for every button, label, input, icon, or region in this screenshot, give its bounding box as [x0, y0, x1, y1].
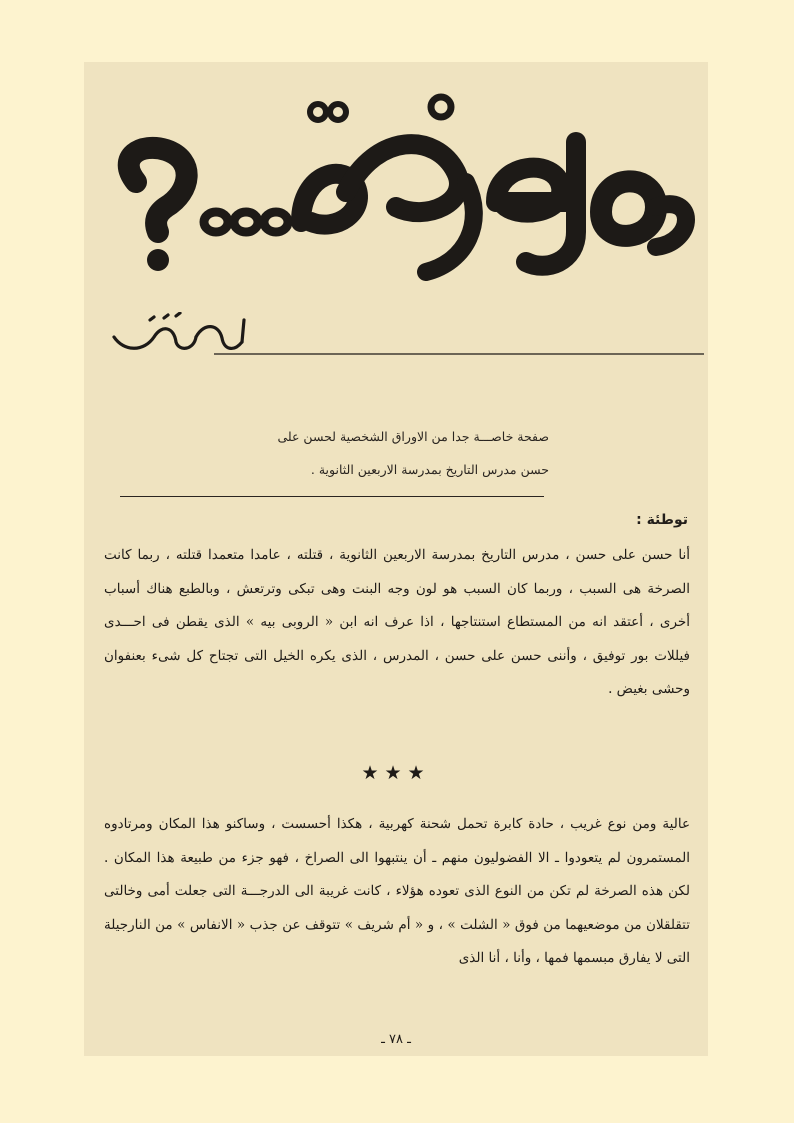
- intro-line: حسن مدرس التاريخ بمدرسة الاربعين الثانوية .: [310, 462, 549, 477]
- paragraph-one: [104, 539, 690, 707]
- section-separator: ★★★: [361, 762, 431, 784]
- intro-line: صفحة خاصـــة جدا من الاوراق الشخصية لحسن على: [277, 429, 549, 444]
- paragraph-text: عالية ومن نوع غريب ، حادة كابرة تحمل شحنة كهربية ، هكذا أحسست ، وساكنو هذا المكان ومرتادوه المستمرون لم يتعودوا ـ الا الفضوليون منهم ـ أن ينتبهوا الى الصراخ ، فهو جزء من طبيعة هذا المكان . لكن هذه الصرخة لم تكن من النوع الذى تعوده هؤلاء ، كانت غريبة الى الدرجـــة التى جعلت أمى وخالتى تتقلقلان من موضعيهما من فوق « الشلت » ، و « أم شريف » تتوقف عن جذب « الانفاس » من النارجيلة التى لا يفارق مبسمها فمها ، وأنا ، أنا الذى: [104, 816, 690, 966]
- paragraph-two: [104, 808, 690, 976]
- page-number: ـ ٧٨ ـ: [381, 1032, 411, 1047]
- intro-divider: [120, 496, 544, 497]
- author-signature-art: [84, 312, 708, 372]
- intro-note: [144, 420, 549, 486]
- section-heading: توطئة :: [636, 512, 688, 528]
- author-name: [84, 62, 85, 63]
- title-text: [84, 62, 85, 63]
- book-page: [84, 62, 708, 1056]
- paragraph-text: أنا حسن على حسن ، مدرس التاريخ بمدرسة الاربعين الثانوية ، قتلته ، عامدا متعمدا قتلته ، ربما كانت الصرخة هى السبب ، وربما كان السبب هو لون وجه البنت وهى تبكى وترتعش ، وبالطبع هناك أسباب أخرى ، أعتقد انه من المستطاع استنتاجها ، اذا عرف انه ابن « الروبى بيه » الذى يقطن فى احـــدى فيللات بور توفيق ، وأننى حسن على حسن ، المدرس ، الذى يكره الخيل التى تجتاح كل شىء بعنفوان وحشى بغيض .: [104, 547, 690, 697]
- calligraphic-title-art: [96, 72, 696, 332]
